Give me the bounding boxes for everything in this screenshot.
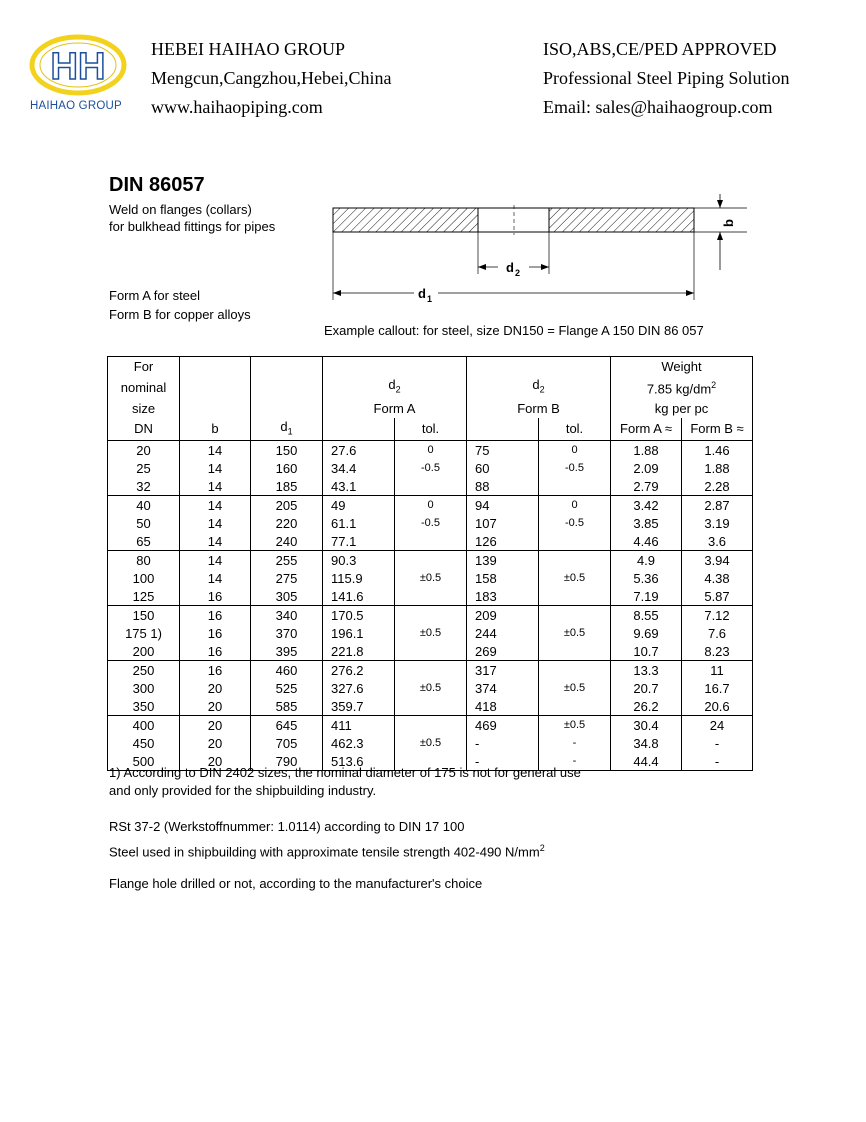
cell-b: 16 xyxy=(180,661,251,680)
cell-weight-b: 3.6 xyxy=(682,532,753,551)
table-row xyxy=(108,716,753,735)
cell-d1: 585 xyxy=(251,697,323,716)
logo-mark xyxy=(28,34,128,96)
table-row xyxy=(108,514,753,532)
footnote-line-2: and only provided for the shipbuilding industry. xyxy=(109,783,377,798)
cell-d1: 205 xyxy=(251,496,323,515)
cell-b: 16 xyxy=(180,587,251,606)
table-row xyxy=(108,734,753,752)
header-density: 7.85 kg/dm xyxy=(646,381,712,397)
cell-b: 20 xyxy=(180,679,251,697)
cell-weight-b: 20.6 xyxy=(682,697,753,716)
cell-d1: 645 xyxy=(251,716,323,735)
cell-weight-a: 2.79 xyxy=(611,477,682,496)
cell-b: 14 xyxy=(180,441,251,460)
cell-weight-b: 7.6 xyxy=(682,624,753,642)
cell-d2-form-b: 94 xyxy=(467,496,539,515)
table-row xyxy=(108,587,753,606)
cell-d2-form-a: 90.3 xyxy=(323,551,395,570)
cell-weight-b: 11 xyxy=(682,661,753,680)
cell-b: 14 xyxy=(180,551,251,570)
cell-weight-a: 5.36 xyxy=(611,569,682,587)
cell-weight-b: 8.23 xyxy=(682,642,753,661)
flange-hole-note: Flange hole drilled or not, according to the manufacturer's choice xyxy=(109,876,483,891)
slogan: Professional Steel Piping Solution xyxy=(543,68,790,88)
material-line-2: Steel used in shipbuilding with approximate tensile strength 402-490 $N/mm^2$ xyxy=(109,843,545,860)
email[interactable]: Email: sales@haihaogroup.com xyxy=(543,97,773,117)
cell-tol-b: - xyxy=(539,752,611,771)
cell-d1: 275 xyxy=(251,569,323,587)
cell-dn: 25 xyxy=(108,459,180,477)
cell-dn: 450 xyxy=(108,734,180,752)
cell-dn: 50 xyxy=(108,514,180,532)
cell-d2-form-b: 183 xyxy=(467,587,539,606)
cell-d1: 370 xyxy=(251,624,323,642)
cell-b: 20 xyxy=(180,734,251,752)
cell-tol-a: ±0.5 xyxy=(395,734,467,752)
cell-b: 20 xyxy=(180,752,251,771)
cell-weight-a: 7.19 xyxy=(611,587,682,606)
cell-weight-b: 24 xyxy=(682,716,753,735)
cell-tol-b xyxy=(539,587,611,606)
table-row xyxy=(108,624,753,642)
page-title: DIN 86057 xyxy=(109,174,205,196)
cell-tol-b: -0.5 xyxy=(539,459,611,477)
header-weight: Weight xyxy=(611,357,753,377)
cell-b: 16 xyxy=(180,624,251,642)
table-row xyxy=(108,661,753,680)
cell-d2-form-a: 196.1 xyxy=(323,624,395,642)
cell-d2-form-b: - xyxy=(467,752,539,771)
flange-section-right xyxy=(549,208,694,232)
cell-weight-b: - xyxy=(682,752,753,771)
table-row xyxy=(108,606,753,625)
cell-tol-b xyxy=(539,551,611,570)
dim-d2-label: d xyxy=(506,260,514,275)
cell-tol-a xyxy=(395,697,467,716)
header-d1: d xyxy=(280,418,288,434)
cell-b: 14 xyxy=(180,569,251,587)
cell-tol-a xyxy=(395,587,467,606)
cell-dn: 65 xyxy=(108,532,180,551)
cell-weight-a: 8.55 xyxy=(611,606,682,625)
cell-d2-form-a: 513.6 xyxy=(323,752,395,771)
cell-d2-form-b: 75 xyxy=(467,441,539,460)
table-row xyxy=(108,496,753,515)
cell-weight-b: 2.28 xyxy=(682,477,753,496)
cell-tol-b xyxy=(539,661,611,680)
cell-d2-form-a: 49 xyxy=(323,496,395,515)
cell-b: 20 xyxy=(180,716,251,735)
cell-b: 14 xyxy=(180,514,251,532)
cell-dn: 175 1) xyxy=(108,624,180,642)
cell-d2-form-b: 244 xyxy=(467,624,539,642)
cell-d2-form-b: 469 xyxy=(467,716,539,735)
header-tol-a: tol. xyxy=(395,418,467,441)
cell-d2-form-a: 327.6 xyxy=(323,679,395,697)
cell-dn: 20 xyxy=(108,441,180,460)
cell-dn: 80 xyxy=(108,551,180,570)
subtitle-line-1: Weld on flanges (collars) xyxy=(109,202,252,217)
table-row xyxy=(108,459,753,477)
cell-weight-a: 20.7 xyxy=(611,679,682,697)
header-d2-form-a: d xyxy=(388,377,396,392)
cell-tol-b xyxy=(539,642,611,661)
cell-d2-form-a: 411 xyxy=(323,716,395,735)
footnote-line-1: 1) According to DIN 2402 sizes, the nominal diameter of 175 is not for general use xyxy=(109,765,581,780)
svg-text:HH: HH xyxy=(50,46,106,88)
cell-tol-a xyxy=(395,661,467,680)
cell-weight-b: 5.87 xyxy=(682,587,753,606)
cell-dn: 400 xyxy=(108,716,180,735)
approvals: ISO,ABS,CE/PED APPROVED xyxy=(543,39,777,59)
table-row xyxy=(108,569,753,587)
cell-dn: 32 xyxy=(108,477,180,496)
cell-d1: 185 xyxy=(251,477,323,496)
cell-weight-b: 3.19 xyxy=(682,514,753,532)
cell-weight-a: 34.8 xyxy=(611,734,682,752)
cell-tol-b xyxy=(539,606,611,625)
cell-d2-form-a: 77.1 xyxy=(323,532,395,551)
cell-weight-b: 1.88 xyxy=(682,459,753,477)
cell-d1: 305 xyxy=(251,587,323,606)
cell-d2-form-b: 139 xyxy=(467,551,539,570)
subtitle-line-2: for bulkhead fittings for pipes xyxy=(109,219,276,234)
cell-weight-b: 3.94 xyxy=(682,551,753,570)
table-row xyxy=(108,551,753,570)
cell-tol-b: ±0.5 xyxy=(539,569,611,587)
cell-d2-form-b: 60 xyxy=(467,459,539,477)
cell-tol-b xyxy=(539,532,611,551)
cell-weight-b: 1.46 xyxy=(682,441,753,460)
table-row xyxy=(108,477,753,496)
cell-weight-a: 9.69 xyxy=(611,624,682,642)
cell-weight-b: - xyxy=(682,734,753,752)
cell-d2-form-a: 276.2 xyxy=(323,661,395,680)
cell-tol-b: ±0.5 xyxy=(539,624,611,642)
header-nominal: nominal xyxy=(108,376,180,399)
cell-weight-a: 1.88 xyxy=(611,441,682,460)
cell-tol-a xyxy=(395,532,467,551)
form-b-note: Form B for copper alloys xyxy=(109,307,251,322)
cell-d2-form-a: 359.7 xyxy=(323,697,395,716)
cell-weight-b: 7.12 xyxy=(682,606,753,625)
cell-weight-b: 4.38 xyxy=(682,569,753,587)
cell-tol-b: 0 xyxy=(539,441,611,460)
cell-tol-a: -0.5 xyxy=(395,459,467,477)
cell-weight-a: 30.4 xyxy=(611,716,682,735)
cell-dn: 125 xyxy=(108,587,180,606)
cell-d1: 150 xyxy=(251,441,323,460)
cell-tol-a xyxy=(395,551,467,570)
cell-dn: 200 xyxy=(108,642,180,661)
header-form-a: Form A xyxy=(323,399,467,418)
dim-d1-sub: 1 xyxy=(427,294,433,304)
table-row xyxy=(108,532,753,551)
cell-b: 20 xyxy=(180,697,251,716)
cell-d2-form-a: 141.6 xyxy=(323,587,395,606)
cell-d1: 255 xyxy=(251,551,323,570)
cell-b: 16 xyxy=(180,606,251,625)
dim-d1-label: d xyxy=(418,286,426,301)
cell-weight-b: 16.7 xyxy=(682,679,753,697)
company-address: Mengcun,Cangzhou,Hebei,China xyxy=(151,68,392,88)
flange-diagram xyxy=(322,192,752,312)
cell-tol-a xyxy=(395,642,467,661)
cell-tol-b: - xyxy=(539,734,611,752)
cell-weight-a: 4.46 xyxy=(611,532,682,551)
cell-weight-a: 13.3 xyxy=(611,661,682,680)
cell-b: 14 xyxy=(180,496,251,515)
cell-d2-form-a: 221.8 xyxy=(323,642,395,661)
cell-dn: 500 xyxy=(108,752,180,771)
cell-tol-a xyxy=(395,606,467,625)
dim-d2-sub: 2 xyxy=(515,268,521,278)
cell-b: 14 xyxy=(180,477,251,496)
cell-d2-form-a: 115.9 xyxy=(323,569,395,587)
cell-d1: 160 xyxy=(251,459,323,477)
form-a-note: Form A for steel xyxy=(109,288,201,303)
table-row xyxy=(108,697,753,716)
cell-d2-form-b: 374 xyxy=(467,679,539,697)
header-tol-b: tol. xyxy=(539,418,611,441)
cell-b: 16 xyxy=(180,642,251,661)
cell-tol-a: ±0.5 xyxy=(395,624,467,642)
cell-tol-a xyxy=(395,716,467,735)
cell-d1: 460 xyxy=(251,661,323,680)
cell-d2-form-b: 88 xyxy=(467,477,539,496)
company-name: HEBEI HAIHAO GROUP xyxy=(151,39,345,59)
cell-tol-a: ±0.5 xyxy=(395,569,467,587)
cell-weight-a: 2.09 xyxy=(611,459,682,477)
cell-b: 14 xyxy=(180,532,251,551)
cell-d2-form-b: 209 xyxy=(467,606,539,625)
table-row xyxy=(108,642,753,661)
cell-d2-form-a: 34.4 xyxy=(323,459,395,477)
header-size: size xyxy=(108,399,180,418)
cell-tol-a: ±0.5 xyxy=(395,679,467,697)
cell-weight-a: 3.85 xyxy=(611,514,682,532)
cell-tol-b xyxy=(539,697,611,716)
cell-dn: 100 xyxy=(108,569,180,587)
logo-caption: HAIHAO GROUP xyxy=(30,100,122,112)
cell-weight-a: 4.9 xyxy=(611,551,682,570)
cell-weight-a: 3.42 xyxy=(611,496,682,515)
cell-tol-a xyxy=(395,477,467,496)
dimension-table: For Weight nominal $d_2$ $d_2$ 7.85 $kg/dm^2$ size Form A Form B kg per pc DN b $d_1$ tol. tol. Form A ≈ Form B ≈ 20 14 150 27.6 0 75 0 1.88 1.46 25 14 160 34.4 -0.5 60 -0.5 2.09 1.88 32 14 185 43.1 88 2.79 2.28 40 14 205 49 0 94 0 3.42 2.87 50 14 220 61.1 -0.5 107 -0.5 3.85 3.19 65 14 240 77.1 126 4.46 3.6 80 14 255 90.3 139 4.9 3.94 100 14 275 115.9 ±0.5 158 ±0.5 5.36 4.38 125 16 305 141.6 183 7.19 5.87 150 16 340 170.5 209 8.55 7.12 175 1) 16 370 196.1 ±0.5 244 ±0.5 9.69 7.6 200 16 395 221.8 269 10.7 8.23 250 16 460 276.2 317 13.3 11 300 20 525 327.6 ±0.5 374 ±0.5 20.7 16.7 350 20 585 359.7 418 26.2 20.6 400 20 645 411 469 ±0.5 30.4 24 450 20 705 462.3 ±0.5 - - 34.8 - 500 20 790 513.6 - - 44.4 - xyxy=(107,356,753,771)
header-for: For xyxy=(108,357,180,377)
example-callout: Example callout: for steel, size DN150 = Flange A 150 DIN 86 057 xyxy=(324,323,704,338)
cell-b: 14 xyxy=(180,459,251,477)
cell-dn: 300 xyxy=(108,679,180,697)
header-dn: DN xyxy=(108,418,180,441)
cell-tol-a: 0 xyxy=(395,496,467,515)
cell-d1: 395 xyxy=(251,642,323,661)
cell-weight-a: 26.2 xyxy=(611,697,682,716)
cell-d1: 340 xyxy=(251,606,323,625)
cell-d2-form-b: 158 xyxy=(467,569,539,587)
cell-tol-a: -0.5 xyxy=(395,514,467,532)
cell-d2-form-a: 170.5 xyxy=(323,606,395,625)
material-line-1: RSt 37-2 (Werkstoffnummer: 1.0114) according to DIN 17 100 xyxy=(109,819,465,834)
table-row xyxy=(108,679,753,697)
cell-weight-a: 10.7 xyxy=(611,642,682,661)
header-d2-form-b: d xyxy=(532,377,540,392)
header-weight-b: Form B ≈ xyxy=(682,418,753,441)
cell-tol-b: ±0.5 xyxy=(539,679,611,697)
cell-d2-form-a: 43.1 xyxy=(323,477,395,496)
cell-tol-b: -0.5 xyxy=(539,514,611,532)
cell-weight-b: 2.87 xyxy=(682,496,753,515)
cell-d2-form-a: 27.6 xyxy=(323,441,395,460)
header-weight-a: Form A ≈ xyxy=(611,418,682,441)
header-kg-per-pc: kg per pc xyxy=(611,399,753,418)
cell-tol-b xyxy=(539,477,611,496)
cell-d1: 705 xyxy=(251,734,323,752)
cell-dn: 250 xyxy=(108,661,180,680)
company-logo xyxy=(28,34,128,118)
flange-bore xyxy=(478,208,549,232)
cell-d2-form-b: 269 xyxy=(467,642,539,661)
cell-tol-b: 0 xyxy=(539,496,611,515)
cell-d2-form-a: 462.3 xyxy=(323,734,395,752)
header-b: b xyxy=(180,418,251,441)
cell-d2-form-b: - xyxy=(467,734,539,752)
cell-dn: 40 xyxy=(108,496,180,515)
company-website[interactable]: www.haihaopiping.com xyxy=(151,97,323,117)
cell-d2-form-b: 418 xyxy=(467,697,539,716)
cell-d2-form-b: 126 xyxy=(467,532,539,551)
cell-weight-a: 44.4 xyxy=(611,752,682,771)
cell-dn: 350 xyxy=(108,697,180,716)
cell-d1: 790 xyxy=(251,752,323,771)
cell-d1: 525 xyxy=(251,679,323,697)
flange-section-left xyxy=(333,208,478,232)
dim-b-label: b xyxy=(721,219,736,227)
cell-d1: 240 xyxy=(251,532,323,551)
header-form-b: Form B xyxy=(467,399,611,418)
cell-dn: 150 xyxy=(108,606,180,625)
table-row xyxy=(108,441,753,460)
cell-d2-form-a: 61.1 xyxy=(323,514,395,532)
cell-d2-form-b: 107 xyxy=(467,514,539,532)
cell-d2-form-b: 317 xyxy=(467,661,539,680)
cell-d1: 220 xyxy=(251,514,323,532)
cell-tol-a: 0 xyxy=(395,441,467,460)
cell-tol-b: ±0.5 xyxy=(539,716,611,735)
